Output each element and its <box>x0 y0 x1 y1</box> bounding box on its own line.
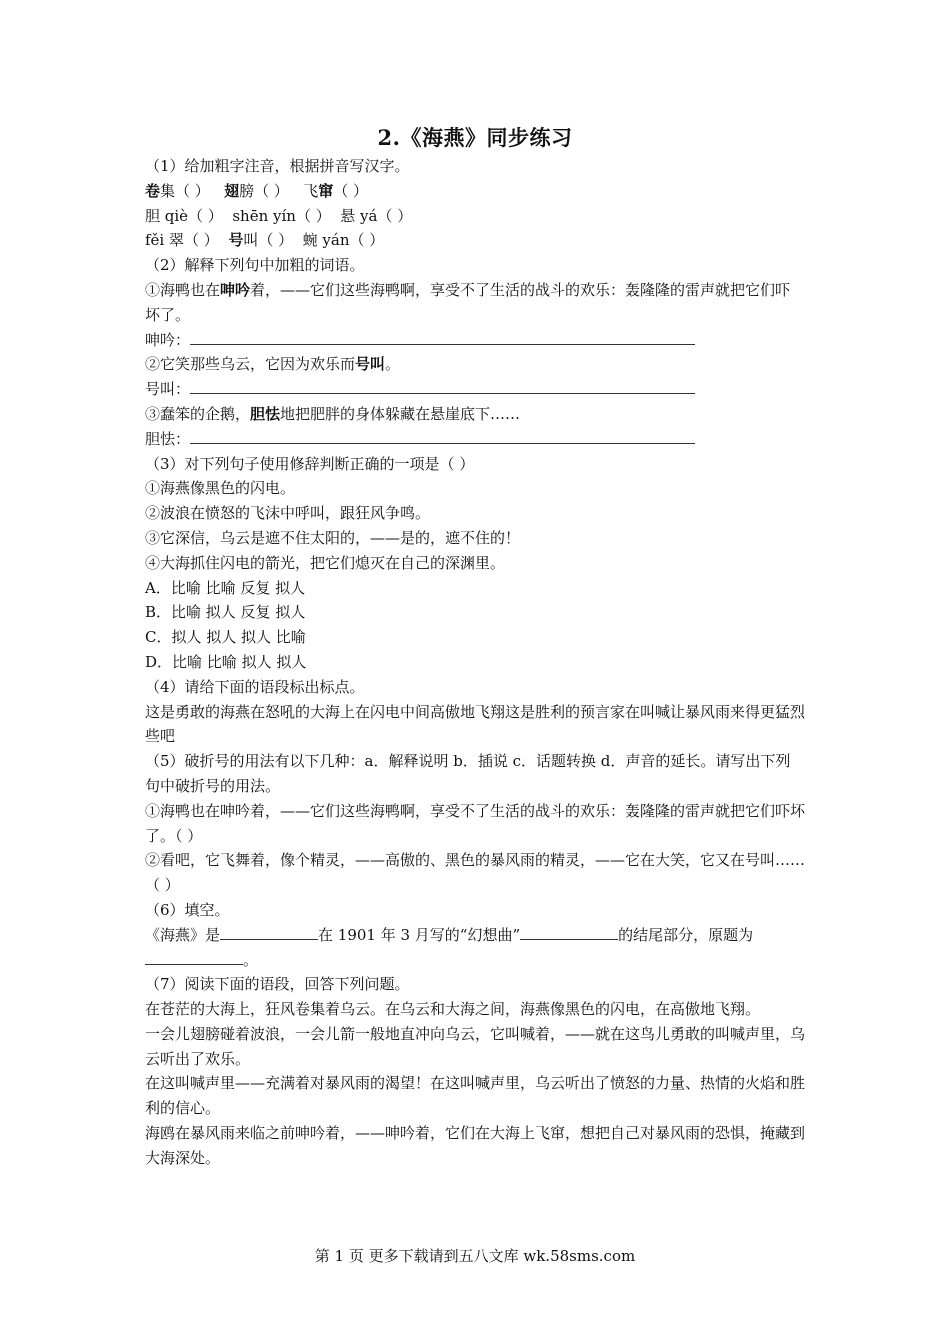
bold-word: 胆怯 <box>250 404 281 423</box>
q1-item: 飞 <box>303 181 319 200</box>
q1-row-1 <box>145 179 805 204</box>
q1-item: 集（ ） <box>160 181 210 200</box>
answer-blank[interactable] <box>190 429 695 444</box>
answer-label: 胆怯： <box>145 429 191 448</box>
q2-answer-line-3 <box>145 427 805 452</box>
bold-char: 号 <box>228 231 244 250</box>
q1-item: 膀（ ） <box>239 181 289 200</box>
q3-option-c: C．拟人 拟人 拟人 比喻 <box>145 628 306 647</box>
q2-answer-line-2 <box>145 377 805 402</box>
q2-sentence-1 <box>145 278 805 328</box>
q3-heading: （3）对下列句子使用修辞判断正确的一项是（ ） <box>145 454 475 473</box>
q1-row-2: 胆 qiè（ ） shēn yín（ ） 悬 yá（ ） <box>145 206 413 225</box>
sentence-text: ①海鸭也在 <box>145 280 221 299</box>
q6-heading: （6）填空。 <box>145 900 230 919</box>
sentence-text: 。 <box>385 355 401 374</box>
page-footer: 第 1 页 更多下载请到五八文库 wk.58sms.com <box>314 1247 636 1265</box>
sentence-text: ②它笑那些乌云，它因为欢乐而 <box>145 355 356 374</box>
bold-char: 卷 <box>145 181 161 200</box>
sentence-text: 着，——它们这些海鸭啊，享受不了生活的战斗的欢乐：轰隆隆的雷声就把它们吓坏了。 <box>145 280 791 324</box>
q7-heading: （7）阅读下面的语段，回答下列问题。 <box>145 975 410 994</box>
q4-heading: （4）请给下面的语段标出标点。 <box>145 677 365 696</box>
q4-passage: 这是勇敢的海燕在怒吼的大海上在闪电中间高傲地飞翔这是胜利的预言家在叫喊让暴风雨来得更猛烈些吧 <box>145 702 806 746</box>
bold-word: 号叫 <box>355 355 386 374</box>
answer-label: 呻吟： <box>145 330 191 349</box>
fill-text: 《海燕》是 <box>145 925 221 944</box>
q3-item-2: ②波浪在愤怒的飞沫中呼叫，跟狂风争鸣。 <box>145 504 431 523</box>
q1-item: 叫（ ） 蜿 yán（ ） <box>243 231 385 250</box>
q1-heading: （1）给加粗字注音，根据拼音写汉字。 <box>145 157 410 175</box>
q2-answer-line-1 <box>145 328 805 353</box>
bold-word: 呻吟 <box>220 280 251 299</box>
q1-row-3 <box>145 228 805 253</box>
fill-blank[interactable] <box>220 925 318 940</box>
q1-item: （ ） <box>333 181 369 200</box>
q7-paragraph-4: 海鸥在暴风雨来临之前呻吟着，——呻吟着，它们在大海上飞窜，想把自己对暴风雨的恐惧，掩藏到大海深处。 <box>145 1124 806 1167</box>
q5-sentence-2: ②看吧，它飞舞着，像个精灵，——高傲的、黑色的暴风雨的精灵，——它在大笑，它又在号叫……（ ） <box>145 851 806 895</box>
fill-text: 的结尾部分，原题为 <box>618 925 754 944</box>
q3-item-3: ③它深信，乌云是遮不住太阳的，——是的，遮不住的！ <box>145 528 521 547</box>
q6-fill-line <box>145 923 805 948</box>
fill-text: 在 1901 年 3 月写的“幻想曲” <box>318 925 521 944</box>
sentence-text: ③蠢笨的企鹅， <box>145 404 251 423</box>
page-title: 2.《海燕》同步练习 <box>377 125 573 150</box>
q3-option-b: B．比喻 拟人 反复 拟人 <box>145 603 306 622</box>
q7-paragraph-3: 在这叫喊声里——充满着对暴风雨的渴望！在这叫喊声里，乌云听出了愤怒的力量、热情的火焰和胜利的信心。 <box>145 1074 806 1118</box>
q5-heading: （5）破折号的用法有以下几种：a．解释说明 b．插说 c．话题转换 d．声音的延长。请写出下列句中破折号的用法。 <box>145 752 791 795</box>
q3-item-4: ④大海抓住闪电的箭光，把它们熄灭在自己的深渊里。 <box>145 553 506 572</box>
q3-option-a: A．比喻 比喻 反复 拟人 <box>145 578 306 597</box>
answer-blank[interactable] <box>190 330 695 345</box>
q7-paragraph-2: 一会儿翅膀碰着波浪，一会儿箭一般地直冲向乌云，它叫喊着，——就在这鸟儿勇敢的叫喊声里，乌云听出了欢乐。 <box>145 1024 806 1068</box>
q5-sentence-1: ①海鸭也在呻吟着，——它们这些海鸭啊，享受不了生活的战斗的欢乐：轰隆隆的雷声就把它们吓坏了。（ ） <box>145 801 806 845</box>
fill-text: 。 <box>243 950 259 969</box>
answer-label: 号叫： <box>145 380 191 399</box>
worksheet-page <box>145 124 805 1171</box>
fill-blank[interactable] <box>520 925 618 940</box>
fill-blank[interactable] <box>145 950 243 965</box>
bold-char: 翅 <box>224 181 240 200</box>
q6-fill-line-2 <box>145 948 805 973</box>
sentence-text: 地把肥胖的身体躲藏在悬崖底下…… <box>280 404 521 423</box>
q2-sentence-2 <box>145 352 805 377</box>
q7-paragraph-1: 在苍茫的大海上，狂风卷集着乌云。在乌云和大海之间，海燕像黑色的闪电，在高傲地飞翔。 <box>145 1000 761 1019</box>
bold-char: 窜 <box>318 181 334 200</box>
answer-blank[interactable] <box>190 379 695 394</box>
q2-sentence-3 <box>145 402 805 427</box>
q3-option-d: D．比喻 比喻 拟人 拟人 <box>145 652 307 671</box>
q3-item-1: ①海燕像黑色的闪电。 <box>145 479 296 498</box>
q1-item: fěi 翠（ ） <box>145 231 229 250</box>
q2-heading: （2）解释下列句中加粗的词语。 <box>145 256 365 275</box>
